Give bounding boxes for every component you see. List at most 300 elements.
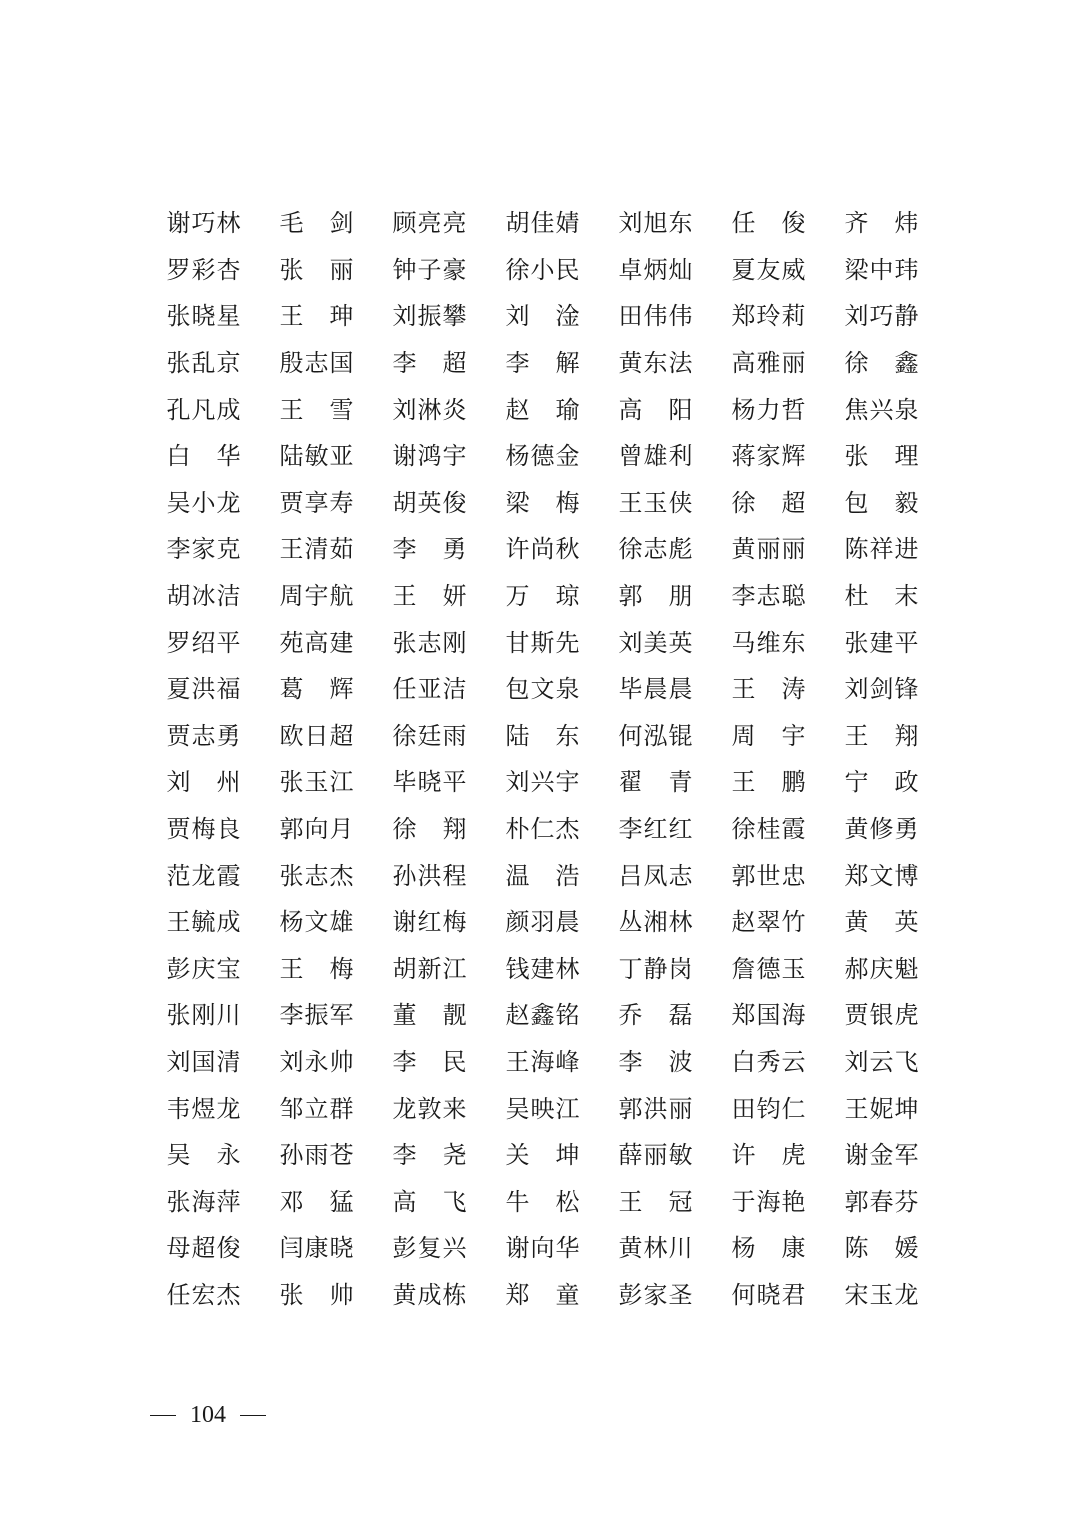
name-cell xyxy=(392,208,505,238)
name-cell xyxy=(505,907,618,937)
name-cell xyxy=(844,1000,957,1030)
name-cell xyxy=(731,534,844,564)
name-row xyxy=(166,1039,926,1086)
name-cell xyxy=(392,628,505,658)
person-name: 刘 振 攀 xyxy=(392,302,467,331)
person-name: 刘 旭 东 xyxy=(618,209,693,238)
person-name: 薛 丽 敏 xyxy=(618,1141,693,1170)
person-name: 丛 湘 林 xyxy=(618,908,693,937)
name-cell xyxy=(279,674,392,704)
name-row xyxy=(166,992,926,1039)
name-cell xyxy=(166,1280,279,1310)
name-cell xyxy=(618,348,731,378)
person-name: 张 乱 京 xyxy=(166,349,241,378)
name-cell xyxy=(618,581,731,611)
name-cell xyxy=(844,1094,957,1124)
person-name: 黄 成 栋 xyxy=(392,1280,467,1309)
name-cell xyxy=(618,674,731,704)
page-footer xyxy=(150,1402,266,1429)
person-name: 母 超 俊 xyxy=(166,1234,241,1263)
person-name: 陆 东 xyxy=(505,721,580,750)
name-cell xyxy=(279,488,392,518)
name-cell xyxy=(166,1094,279,1124)
person-name: 田 钧 仁 xyxy=(731,1094,806,1123)
person-name: 朴 仁 杰 xyxy=(505,815,580,844)
name-cell xyxy=(505,1094,618,1124)
name-cell xyxy=(505,954,618,984)
name-cell xyxy=(618,395,731,425)
name-cell xyxy=(731,1000,844,1030)
name-cell xyxy=(505,1233,618,1263)
name-cell xyxy=(392,954,505,984)
person-name: 毛 剑 xyxy=(279,209,354,238)
name-cell xyxy=(731,441,844,471)
name-cell xyxy=(392,441,505,471)
name-cell xyxy=(505,301,618,331)
name-cell xyxy=(618,767,731,797)
person-name: 李 尧 xyxy=(392,1141,467,1170)
person-name: 牛 松 xyxy=(505,1187,580,1216)
name-cell xyxy=(505,674,618,704)
name-cell xyxy=(844,674,957,704)
person-name: 田 伟 伟 xyxy=(618,302,693,331)
name-cell xyxy=(279,1233,392,1263)
name-row xyxy=(166,433,926,480)
person-name: 王 玉 侠 xyxy=(618,488,693,517)
name-cell xyxy=(392,767,505,797)
person-name: 毕 晨 晨 xyxy=(618,675,693,704)
name-cell xyxy=(844,954,957,984)
person-name: 白 华 xyxy=(166,442,241,471)
person-name: 王 涛 xyxy=(731,675,806,704)
name-cell xyxy=(279,1280,392,1310)
name-cell xyxy=(392,488,505,518)
person-name: 胡 新 江 xyxy=(392,954,467,983)
name-cell xyxy=(505,767,618,797)
name-cell xyxy=(505,814,618,844)
person-name: 李 超 xyxy=(392,349,467,378)
person-name: 贾 梅 良 xyxy=(166,815,241,844)
name-row xyxy=(166,200,926,247)
name-cell xyxy=(618,1047,731,1077)
name-row xyxy=(166,759,926,806)
person-name: 张 志 刚 xyxy=(392,628,467,657)
name-list-grid xyxy=(166,200,926,1318)
person-name: 吴 映 江 xyxy=(505,1094,580,1123)
name-cell xyxy=(505,255,618,285)
name-cell xyxy=(392,1280,505,1310)
name-cell xyxy=(731,208,844,238)
person-name: 苑 高 建 xyxy=(279,628,354,657)
person-name: 曾 雄 利 xyxy=(618,442,693,471)
name-cell xyxy=(279,395,392,425)
name-cell xyxy=(505,861,618,891)
person-name: 王 珅 xyxy=(279,302,354,331)
person-name: 张 帅 xyxy=(279,1280,354,1309)
person-name: 杨 德 金 xyxy=(505,442,580,471)
person-name: 刘 巧 静 xyxy=(844,302,919,331)
person-name: 刘 州 xyxy=(166,768,241,797)
name-row xyxy=(166,247,926,294)
name-cell xyxy=(166,301,279,331)
person-name: 吴 永 xyxy=(166,1141,241,1170)
person-name: 赵 翠 竹 xyxy=(731,908,806,937)
name-cell xyxy=(505,1140,618,1170)
name-cell xyxy=(166,255,279,285)
person-name: 于 海 艳 xyxy=(731,1187,806,1216)
person-name: 徐 翔 xyxy=(392,815,467,844)
name-cell xyxy=(166,907,279,937)
name-cell xyxy=(618,861,731,891)
name-cell xyxy=(844,628,957,658)
name-cell xyxy=(392,1187,505,1217)
person-name: 梁 梅 xyxy=(505,488,580,517)
name-cell xyxy=(731,721,844,751)
name-cell xyxy=(618,1233,731,1263)
person-name: 任 俊 xyxy=(731,209,806,238)
name-cell xyxy=(505,488,618,518)
person-name: 钟 子 豪 xyxy=(392,255,467,284)
person-name: 徐 廷 雨 xyxy=(392,721,467,750)
person-name: 黄 丽 丽 xyxy=(731,535,806,564)
person-name: 王 翔 xyxy=(844,721,919,750)
name-cell xyxy=(618,255,731,285)
name-cell xyxy=(392,861,505,891)
person-name: 刘 剑 锋 xyxy=(844,675,919,704)
person-name: 王 雪 xyxy=(279,395,354,424)
person-name: 胡 英 俊 xyxy=(392,488,467,517)
name-cell xyxy=(279,1000,392,1030)
name-row xyxy=(166,1132,926,1179)
name-row xyxy=(166,340,926,387)
name-cell xyxy=(731,907,844,937)
name-row xyxy=(166,573,926,620)
name-cell xyxy=(279,1187,392,1217)
name-cell xyxy=(844,1047,957,1077)
name-cell xyxy=(618,534,731,564)
name-row xyxy=(166,946,926,993)
person-name: 徐 桂 霞 xyxy=(731,815,806,844)
person-name: 何 晓 君 xyxy=(731,1280,806,1309)
name-cell xyxy=(618,301,731,331)
name-cell xyxy=(844,488,957,518)
name-cell xyxy=(505,1280,618,1310)
person-name: 陈 祥 进 xyxy=(844,535,919,564)
person-name: 郭 朋 xyxy=(618,582,693,611)
name-cell xyxy=(844,1187,957,1217)
person-name: 张 建 平 xyxy=(844,628,919,657)
name-row xyxy=(166,386,926,433)
name-cell xyxy=(731,814,844,844)
name-cell xyxy=(618,721,731,751)
name-cell xyxy=(505,348,618,378)
name-row xyxy=(166,1178,926,1225)
name-cell xyxy=(731,1094,844,1124)
name-cell xyxy=(392,255,505,285)
person-name: 郭 世 忠 xyxy=(731,861,806,890)
name-row xyxy=(166,1085,926,1132)
name-cell xyxy=(166,954,279,984)
name-cell xyxy=(844,534,957,564)
name-cell xyxy=(844,255,957,285)
person-name: 高 飞 xyxy=(392,1187,467,1216)
name-cell xyxy=(731,674,844,704)
person-name: 李 红 红 xyxy=(618,815,693,844)
person-name: 张 理 xyxy=(844,442,919,471)
name-cell xyxy=(392,907,505,937)
person-name: 包 文 泉 xyxy=(505,675,580,704)
person-name: 黄 东 法 xyxy=(618,349,693,378)
person-name: 韦 煜 龙 xyxy=(166,1094,241,1123)
name-cell xyxy=(279,255,392,285)
name-row xyxy=(166,1225,926,1272)
name-cell xyxy=(166,488,279,518)
person-name: 任 宏 杰 xyxy=(166,1280,241,1309)
name-cell xyxy=(731,581,844,611)
person-name: 孙 洪 程 xyxy=(392,861,467,890)
name-cell xyxy=(731,767,844,797)
name-cell xyxy=(844,907,957,937)
name-cell xyxy=(844,301,957,331)
name-cell xyxy=(392,1000,505,1030)
name-cell xyxy=(392,348,505,378)
name-cell xyxy=(166,674,279,704)
person-name: 许 尚 秋 xyxy=(505,535,580,564)
person-name: 郑 玲 莉 xyxy=(731,302,806,331)
person-name: 杨 力 哲 xyxy=(731,395,806,424)
person-name: 夏 友 威 xyxy=(731,255,806,284)
name-cell xyxy=(392,301,505,331)
name-cell xyxy=(844,1233,957,1263)
name-cell xyxy=(844,1140,957,1170)
person-name: 詹 德 玉 xyxy=(731,954,806,983)
name-cell xyxy=(844,1280,957,1310)
person-name: 刘 兴 宇 xyxy=(505,768,580,797)
person-name: 翟 青 xyxy=(618,768,693,797)
person-name: 黄 修 勇 xyxy=(844,815,919,844)
person-name: 郭 向 月 xyxy=(279,815,354,844)
name-cell xyxy=(505,395,618,425)
page-number: 104 xyxy=(190,1402,226,1428)
person-name: 欧 日 超 xyxy=(279,721,354,750)
name-cell xyxy=(844,441,957,471)
person-name: 张 海 萍 xyxy=(166,1187,241,1216)
name-cell xyxy=(392,581,505,611)
person-name: 谢 巧 林 xyxy=(166,209,241,238)
person-name: 闫 康 晓 xyxy=(279,1234,354,1263)
person-name: 陆 敏 亚 xyxy=(279,442,354,471)
person-name: 董 靓 xyxy=(392,1001,467,1030)
name-cell xyxy=(166,581,279,611)
person-name: 王 清 茹 xyxy=(279,535,354,564)
person-name: 李 家 克 xyxy=(166,535,241,564)
person-name: 罗 绍 平 xyxy=(166,628,241,657)
name-cell xyxy=(618,488,731,518)
name-cell xyxy=(731,1047,844,1077)
name-cell xyxy=(392,814,505,844)
person-name: 蒋 家 辉 xyxy=(731,442,806,471)
person-name: 刘 淋 炎 xyxy=(392,395,467,424)
person-name: 谢 向 华 xyxy=(505,1234,580,1263)
name-cell xyxy=(505,581,618,611)
name-cell xyxy=(166,721,279,751)
person-name: 万 琼 xyxy=(505,582,580,611)
name-row xyxy=(166,480,926,527)
name-cell xyxy=(505,628,618,658)
name-cell xyxy=(279,208,392,238)
name-cell xyxy=(844,721,957,751)
name-row xyxy=(166,619,926,666)
person-name: 徐 志 彪 xyxy=(618,535,693,564)
person-name: 张 丽 xyxy=(279,255,354,284)
name-cell xyxy=(731,954,844,984)
person-name: 周 宇 航 xyxy=(279,582,354,611)
name-cell xyxy=(279,348,392,378)
person-name: 孔 凡 成 xyxy=(166,395,241,424)
person-name: 张 玉 江 xyxy=(279,768,354,797)
person-name: 白 秀 云 xyxy=(731,1047,806,1076)
person-name: 王 梅 xyxy=(279,954,354,983)
name-cell xyxy=(618,1280,731,1310)
name-cell xyxy=(505,1187,618,1217)
person-name: 郭 春 芬 xyxy=(844,1187,919,1216)
person-name: 赵 瑜 xyxy=(505,395,580,424)
person-name: 杨 康 xyxy=(731,1234,806,1263)
person-name: 颜 羽 晨 xyxy=(505,908,580,937)
name-cell xyxy=(731,861,844,891)
name-cell xyxy=(731,1280,844,1310)
name-cell xyxy=(279,581,392,611)
name-cell xyxy=(731,488,844,518)
person-name: 王 毓 成 xyxy=(166,908,241,937)
name-cell xyxy=(618,1000,731,1030)
name-cell xyxy=(392,674,505,704)
person-name: 龙 敦 来 xyxy=(392,1094,467,1123)
name-cell xyxy=(731,1233,844,1263)
name-cell xyxy=(731,255,844,285)
person-name: 郭 洪 丽 xyxy=(618,1094,693,1123)
person-name: 郝 庆 魁 xyxy=(844,954,919,983)
name-cell xyxy=(166,534,279,564)
name-cell xyxy=(166,861,279,891)
person-name: 胡 冰 洁 xyxy=(166,582,241,611)
person-name: 宁 政 xyxy=(844,768,919,797)
person-name: 高 雅 丽 xyxy=(731,349,806,378)
name-cell xyxy=(505,441,618,471)
name-cell xyxy=(844,861,957,891)
name-cell xyxy=(505,1000,618,1030)
name-cell xyxy=(844,581,957,611)
name-cell xyxy=(392,1047,505,1077)
name-cell xyxy=(618,1187,731,1217)
person-name: 彭 复 兴 xyxy=(392,1234,467,1263)
name-row xyxy=(166,1272,926,1319)
person-name: 陈 媛 xyxy=(844,1234,919,1263)
person-name: 毕 晓 平 xyxy=(392,768,467,797)
person-name: 温 浩 xyxy=(505,861,580,890)
name-cell xyxy=(166,395,279,425)
name-cell xyxy=(731,1187,844,1217)
name-cell xyxy=(392,1233,505,1263)
name-cell xyxy=(392,1140,505,1170)
name-cell xyxy=(505,721,618,751)
person-name: 刘 永 帅 xyxy=(279,1047,354,1076)
footer-dash-right xyxy=(240,1415,266,1417)
person-name: 吕 凤 志 xyxy=(618,861,693,890)
person-name: 谢 金 军 xyxy=(844,1141,919,1170)
person-name: 杜 末 xyxy=(844,582,919,611)
name-row xyxy=(166,713,926,760)
name-cell xyxy=(279,1047,392,1077)
person-name: 彭 家 圣 xyxy=(618,1280,693,1309)
person-name: 葛 辉 xyxy=(279,675,354,704)
name-row xyxy=(166,852,926,899)
name-cell xyxy=(279,767,392,797)
person-name: 李 振 军 xyxy=(279,1001,354,1030)
person-name: 宋 玉 龙 xyxy=(844,1280,919,1309)
name-cell xyxy=(166,1047,279,1077)
name-cell xyxy=(279,861,392,891)
person-name: 齐 炜 xyxy=(844,209,919,238)
name-cell xyxy=(279,301,392,331)
name-cell xyxy=(166,814,279,844)
name-row xyxy=(166,293,926,340)
person-name: 殷 志 国 xyxy=(279,349,354,378)
person-name: 王 妮 坤 xyxy=(844,1094,919,1123)
name-cell xyxy=(166,1233,279,1263)
person-name: 贾 志 勇 xyxy=(166,721,241,750)
person-name: 梁 中 玮 xyxy=(844,255,919,284)
person-name: 周 宇 xyxy=(731,721,806,750)
person-name: 徐 鑫 xyxy=(844,349,919,378)
name-cell xyxy=(731,348,844,378)
name-cell xyxy=(279,441,392,471)
person-name: 刘 淦 xyxy=(505,302,580,331)
person-name: 许 虎 xyxy=(731,1141,806,1170)
person-name: 李 志 聪 xyxy=(731,582,806,611)
person-name: 焦 兴 泉 xyxy=(844,395,919,424)
name-row xyxy=(166,666,926,713)
person-name: 刘 云 飞 xyxy=(844,1047,919,1076)
person-name: 李 波 xyxy=(618,1047,693,1076)
person-name: 甘 斯 先 xyxy=(505,628,580,657)
person-name: 关 坤 xyxy=(505,1141,580,1170)
name-cell xyxy=(844,395,957,425)
name-cell xyxy=(618,208,731,238)
person-name: 王 海 峰 xyxy=(505,1047,580,1076)
name-cell xyxy=(279,814,392,844)
name-cell xyxy=(618,954,731,984)
name-cell xyxy=(166,208,279,238)
person-name: 高 阳 xyxy=(618,395,693,424)
person-name: 乔 磊 xyxy=(618,1001,693,1030)
name-cell xyxy=(618,628,731,658)
name-cell xyxy=(279,721,392,751)
name-cell xyxy=(392,1094,505,1124)
name-cell xyxy=(392,534,505,564)
name-cell xyxy=(618,441,731,471)
person-name: 吴 小 龙 xyxy=(166,488,241,517)
name-cell xyxy=(279,1094,392,1124)
name-cell xyxy=(279,534,392,564)
person-name: 夏 洪 福 xyxy=(166,675,241,704)
name-cell xyxy=(505,534,618,564)
person-name: 邓 猛 xyxy=(279,1187,354,1216)
person-name: 刘 国 清 xyxy=(166,1047,241,1076)
name-cell xyxy=(166,1187,279,1217)
name-cell xyxy=(505,208,618,238)
person-name: 钱 建 林 xyxy=(505,954,580,983)
